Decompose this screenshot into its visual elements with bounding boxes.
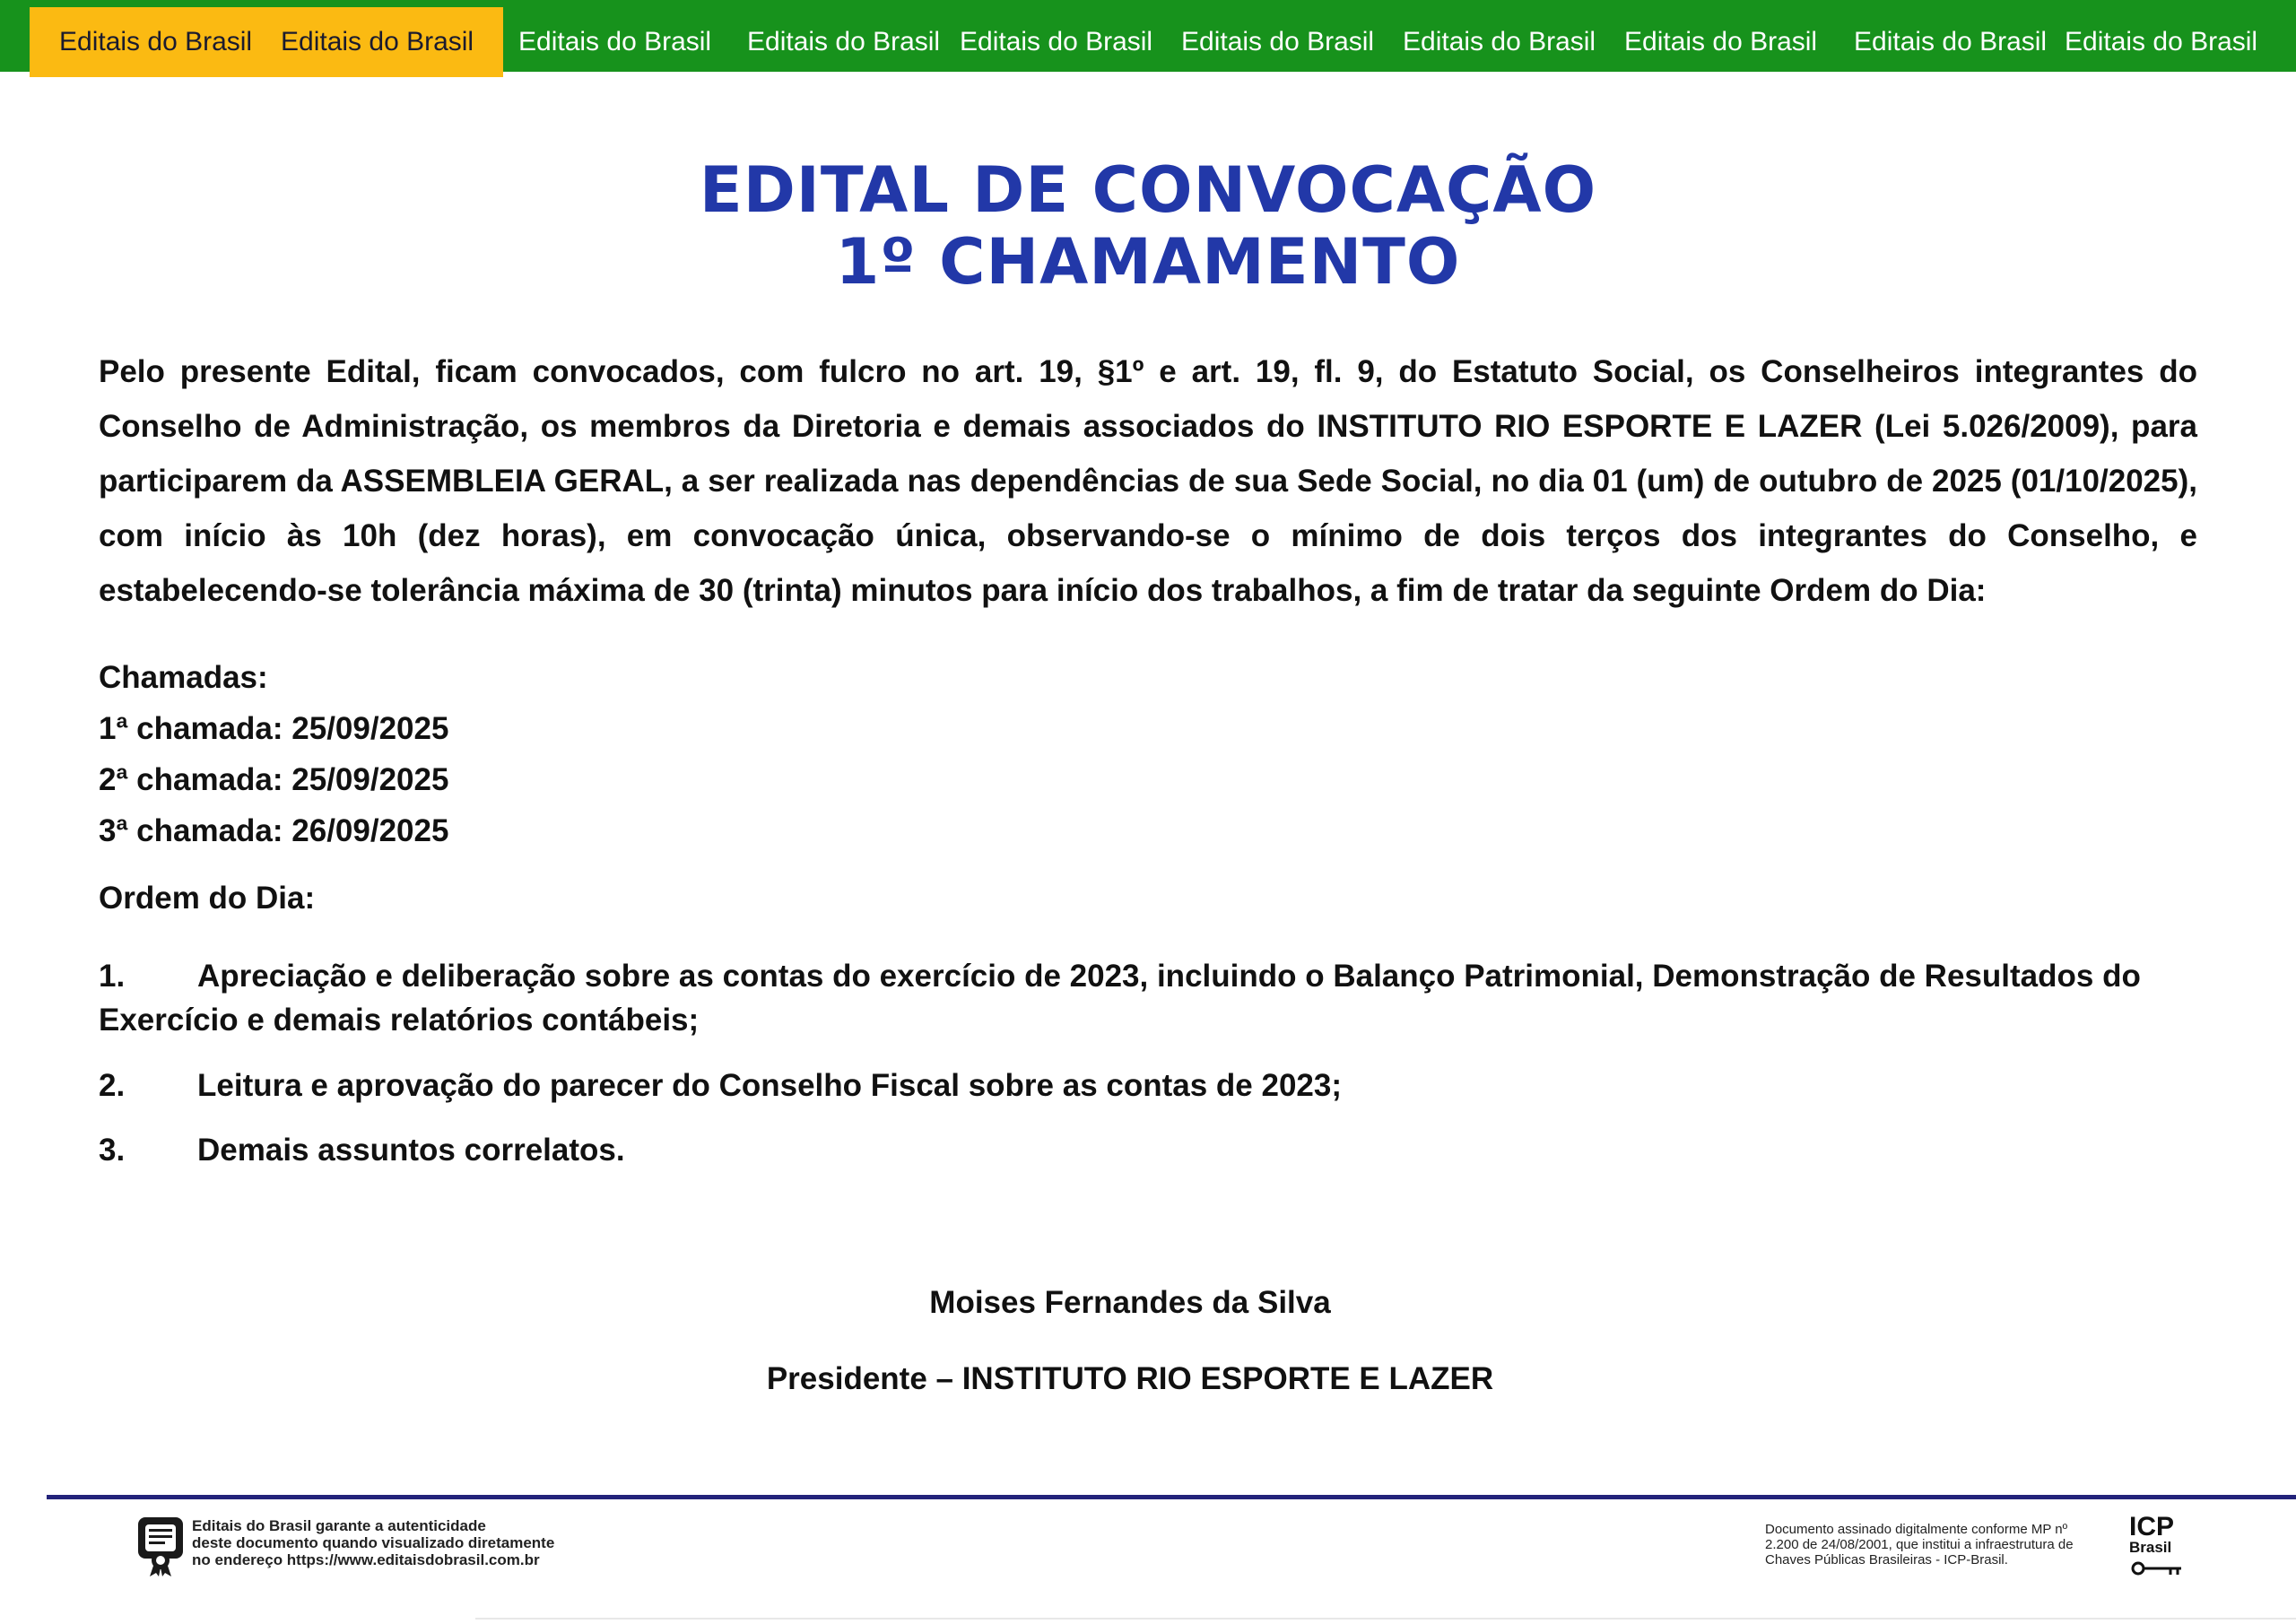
chamada-item: 1ª chamada: 25/09/2025	[99, 711, 449, 746]
icp-logo-top: ICP	[2129, 1512, 2175, 1541]
banner-tab[interactable]: Editais do Brasil	[1403, 27, 1596, 56]
icp-brasil-logo	[2129, 1514, 2188, 1584]
chamada-item: 2ª chamada: 25/09/2025	[99, 762, 449, 797]
top-banner	[0, 0, 2296, 72]
banner-tab[interactable]: Editais do Brasil	[281, 27, 474, 56]
page-subtitle: 1º CHAMAMENTO	[835, 225, 1461, 299]
authenticity-line: deste documento quando visualizado diretamente	[192, 1534, 555, 1551]
banner-tab[interactable]: Editais do Brasil	[59, 27, 253, 56]
authenticity-line: no endereço https://www.editaisdobrasil.com.br	[192, 1551, 540, 1568]
ordem-item-text: Leitura e aprovação do parecer do Conselho Fiscal sobre as contas de 2023;	[197, 1068, 1343, 1103]
ordem-item-number: 2.	[99, 1068, 126, 1103]
ordem-item-number: 1.	[99, 959, 126, 994]
digital-signature-line: 2.200 de 24/08/2001, que institui a infraestrutura de	[1765, 1537, 2074, 1552]
ordem-item	[99, 1064, 2197, 1107]
authenticity-line: Editais do Brasil garante a autenticidade	[192, 1517, 486, 1534]
signatory-role: Presidente – INSTITUTO RIO ESPORTE E LAZER	[766, 1361, 1494, 1396]
banner-tab[interactable]: Editais do Brasil	[2065, 27, 2258, 56]
ordem-item-text: Apreciação e deliberação sobre as contas do exercício de 2023, incluindo o Balanço Patrimonial, Demonstração de Resultados do Exercício e demais relatórios contábeis;	[99, 959, 2141, 1038]
ordem-item-number: 3.	[99, 1133, 126, 1168]
digital-signature-line: Chaves Públicas Brasileiras - ICP-Brasil.	[1765, 1552, 2008, 1568]
page-title: EDITAL DE CONVOCAÇÃO	[699, 153, 1597, 227]
banner-tab[interactable]: Editais do Brasil	[960, 27, 1153, 56]
chamadas-heading: Chamadas:	[99, 660, 268, 695]
digital-signature-line: Documento assinado digitalmente conforme MP nº	[1765, 1522, 2068, 1537]
ordem-item-text: Demais assuntos correlatos.	[197, 1133, 625, 1168]
banner-tab[interactable]: Editais do Brasil	[1181, 27, 1375, 56]
digital-signature-note	[1765, 1522, 2074, 1568]
signatory-name: Moises Fernandes da Silva	[929, 1285, 1331, 1320]
ordem-heading: Ordem do Dia:	[99, 881, 316, 916]
ordem-item	[99, 1128, 2197, 1172]
convocation-paragraph: Pelo presente Edital, ficam convocados, com fulcro no art. 19, §1º e art. 19, fl. 9, do Estatuto Social, os Conselheiros integrantes do Conselho de Administração, os membros da Diretoria e demais associados do INSTITUTO RIO ESPORTE E LAZER (Lei 5.026/2009), para participarem da ASSEMBLEIA GERAL, a ser realizada nas dependências de sua Sede Social, no dia 01 (um) de outubro de 2025 (01/10/2025), com início às 10h (dez horas), em convocação única, observando-se o mínimo de dois terços dos integrantes do Conselho, e estabelecendo-se tolerância máxima de 30 (trinta) minutos para início dos trabalhos, a fim de tratar da seguinte Ordem do Dia:	[99, 354, 2197, 608]
footer-divider	[47, 1495, 2296, 1499]
banner-tab[interactable]: Editais do Brasil	[747, 27, 941, 56]
certificate-seal-icon	[135, 1515, 187, 1576]
banner-tab[interactable]: Editais do Brasil	[1854, 27, 2048, 56]
chamada-item: 3ª chamada: 26/09/2025	[99, 813, 449, 848]
ordem-item	[99, 954, 2197, 1042]
bottom-rule	[475, 1618, 2296, 1620]
key-icon	[2129, 1555, 2188, 1582]
authenticity-note	[192, 1517, 554, 1568]
icp-logo-bottom: Brasil	[2129, 1539, 2172, 1556]
banner-tab[interactable]: Editais do Brasil	[1624, 27, 1818, 56]
banner-tab[interactable]: Editais do Brasil	[518, 27, 712, 56]
